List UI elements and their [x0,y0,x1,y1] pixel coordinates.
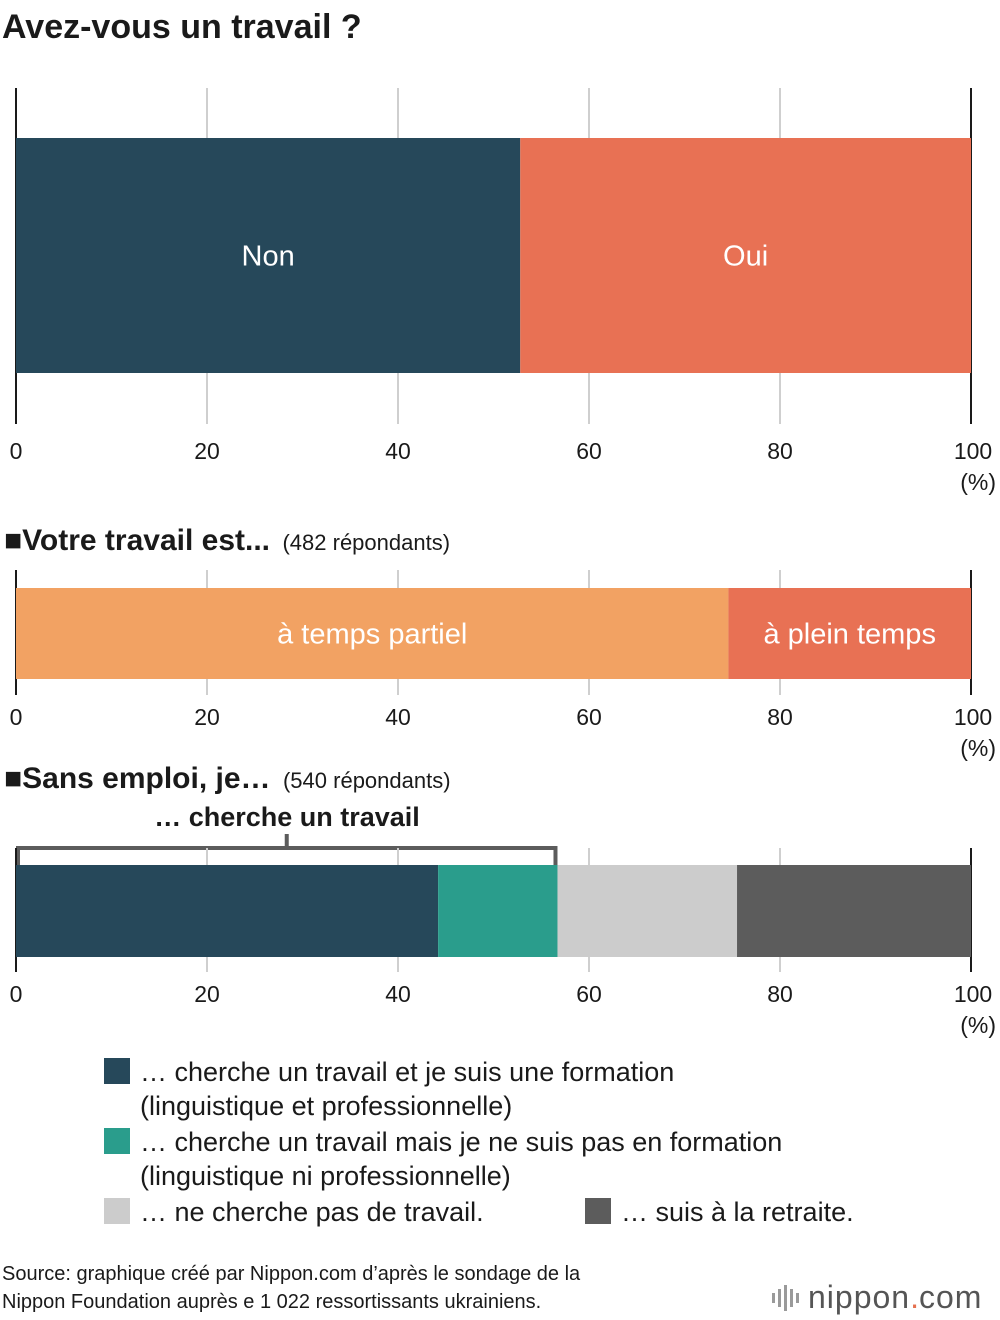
tick-labels [10,438,993,464]
bar-group [16,865,971,957]
bar-segment [737,865,971,957]
logo-text: nippon.com [808,1279,983,1315]
chart-unemployed [4,762,996,1038]
source-line-2: Nippon Foundation auprès e 1 022 ressortissants ukrainiens. [2,1291,542,1313]
tick-label: 40 [385,704,411,730]
tick-label: 0 [9,438,23,464]
bracket-line [18,834,555,866]
chart-title-employment: Avez-vous un travail ? [2,8,362,46]
legend-swatch [104,1058,130,1084]
tick-labels [10,981,993,1007]
bar-label: Non [241,240,295,273]
chart-title-unemployed: ■Sans emploi, je… (540 répondants) [4,762,451,795]
logo-bar [796,1293,799,1303]
tick-label: 100 [953,438,993,464]
tick-label: 20 [194,438,220,464]
legend-swatch [104,1128,130,1154]
unit-label: (%) [960,469,996,495]
unit-label: (%) [960,735,996,761]
bar-label: à temps partiel [277,618,468,651]
legend-label: … cherche un travail et je suis une formation [140,1057,675,1087]
logo-bar [772,1293,775,1303]
legend-label: … ne cherche pas de travail. [140,1197,484,1227]
unit-label: (%) [960,1012,996,1038]
bar-label: Oui [723,240,769,273]
chart-title-job-type: ■Votre travail est... (482 répondants) [4,524,451,557]
nippon-logo [772,1279,982,1315]
tick-label: 80 [767,438,793,464]
tick-label: 0 [9,704,23,730]
logo-bars-icon [772,1285,799,1311]
legend-label: … suis à la retraite. [621,1197,854,1227]
logo-bar [784,1285,787,1311]
source-line-1: Source: graphique créé par Nippon.com d’après le sondage de la [2,1263,581,1285]
bracket-label: … cherche un travail [154,802,420,832]
chart-job-type [4,524,996,761]
tick-label: 0 [9,981,23,1007]
bar-segment [557,865,737,957]
legend-swatch [104,1198,130,1224]
logo-bar [778,1289,781,1307]
bar-segment [438,865,557,957]
tick-label: 20 [194,704,220,730]
tick-label: 40 [385,981,411,1007]
bar-label: à plein temps [763,618,936,651]
logo-bar [790,1289,793,1307]
legend-label: (linguistique et professionnelle) [140,1091,513,1121]
legend-swatch [585,1198,611,1224]
tick-label: 60 [576,438,602,464]
tick-labels [10,704,993,730]
legend-label: … cherche un travail mais je ne suis pas en formation [140,1127,783,1157]
legend-label: (linguistique ni professionnelle) [140,1161,511,1191]
tick-label: 80 [767,704,793,730]
tick-label: 20 [194,981,220,1007]
bar-group [16,138,971,373]
bar-segment [16,865,438,957]
legend [104,1057,854,1227]
tick-label: 60 [576,981,602,1007]
source-note [2,1263,581,1313]
tick-label: 100 [953,981,993,1007]
chart-employment [2,8,996,495]
bar-group [16,588,971,679]
tick-label: 100 [953,704,993,730]
tick-label: 40 [385,438,411,464]
tick-label: 60 [576,704,602,730]
tick-label: 80 [767,981,793,1007]
